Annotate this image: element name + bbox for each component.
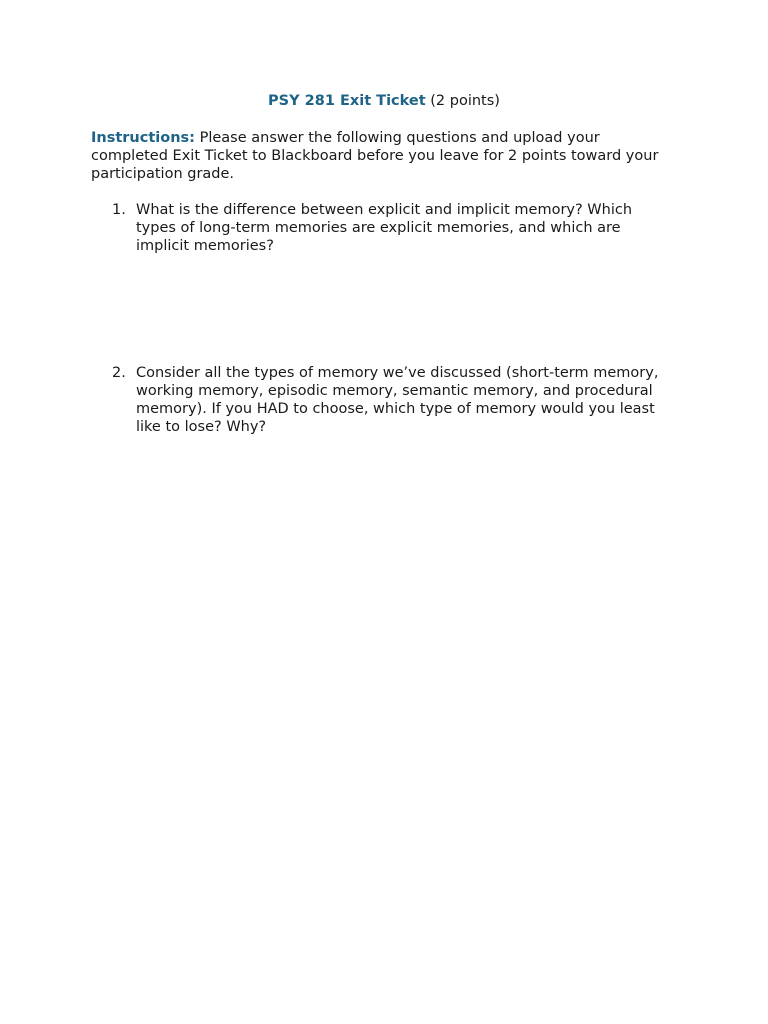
question-1 (112, 201, 672, 255)
instructions-label: Instructions: (91, 130, 195, 146)
title-points: (2 points) (430, 93, 500, 109)
question-text: Consider all the types of memory we’ve discussed (short-term memory, working memory, episodic memory, semantic memory, and procedural memory). If you HAD to choose, which type of memory would you least like to lose? Why? (136, 365, 659, 435)
question-text: What is the difference between explicit and implicit memory? Which types of long-term memories are explicit memories, and which are implicit memories? (136, 202, 633, 254)
instructions-text: Please answer the following questions and upload your completed Exit Ticket to Blackboard before you leave for 2 points toward your participation grade. (91, 130, 659, 182)
instructions-paragraph (91, 129, 671, 183)
title-course: PSY 281 Exit Ticket (268, 93, 426, 109)
question-number: 1. (112, 202, 126, 218)
question-number: 2. (112, 365, 126, 381)
page-title (0, 92, 768, 110)
question-2 (112, 364, 672, 436)
